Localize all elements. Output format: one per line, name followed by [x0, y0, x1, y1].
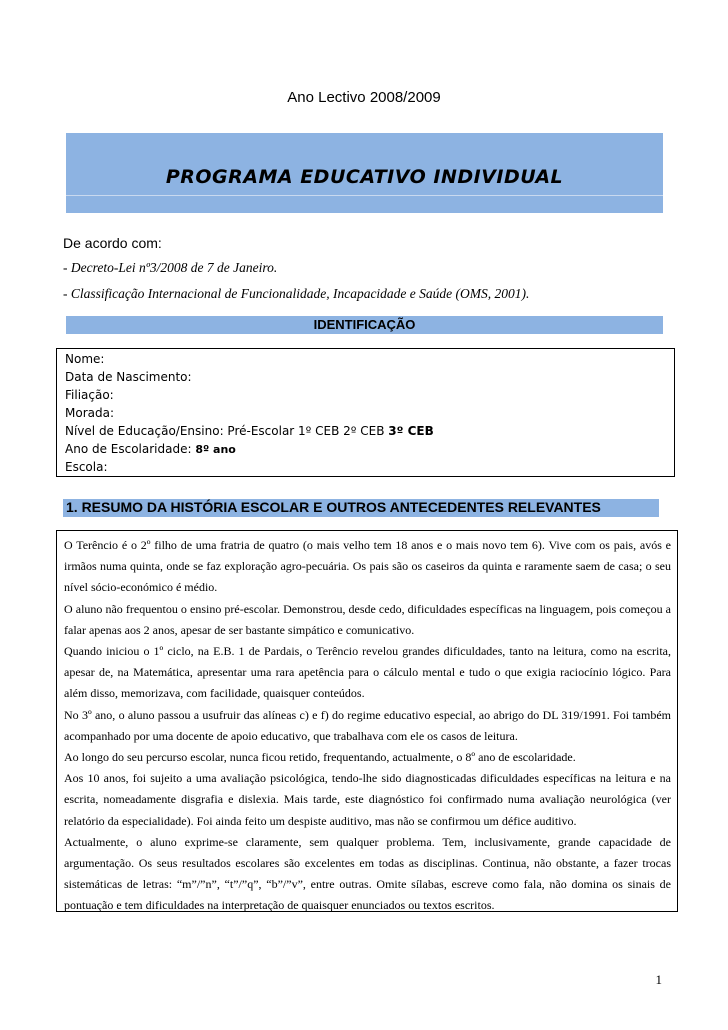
section-1-heading: 1. RESUMO DA HISTÓRIA ESCOLAR E OUTROS ANTECEDENTES RELEVANTES	[66, 499, 601, 515]
education-level-label: Nível de Educação/Ensino: Pré-Escolar 1º CEB 2º CEB	[65, 424, 385, 438]
page-number: 1	[655, 972, 662, 987]
identification-band	[66, 316, 663, 334]
history-paragraph: Aos 10 anos, foi sujeito a uma avaliação psicológica, tendo-lhe sido diagnosticadas dificuldades específicas na leitura e na escrita, nomeadamente disgrafia e dislexia. Mais tarde, este diagnóstico foi confirmado numa avaliação neurológica (ver relatório da especialidade). Foi ainda feito um despiste auditivo, mas não se confirmou um défice auditivo.	[64, 771, 671, 828]
history-paragraph: O Terêncio é o 2º filho de uma fratria de quatro (o mais velho tem 18 anos e o mais novo tem 6). Vive com os pais, avós e irmãos numa quinta, onde se faz exploração agro-pecuária. Os pais são os caseiros da quinta e raramente saem de casa; o seu nível sócio-económico é médio.	[64, 538, 671, 595]
identification-heading: IDENTIFICAÇÃO	[313, 317, 416, 332]
history-paragraph: O aluno não frequentou o ensino pré-escolar. Demonstrou, desde cedo, dificuldades específicas na linguagem, pois começou a falar apenas aos 2 anos, apesar de ser bastante simpático e comunicativo.	[64, 601, 671, 637]
name-label: Nome:	[65, 352, 105, 366]
history-paragraph: Ao longo do seu percurso escolar, nunca ficou retido, frequentando, actualmente, o 8º ano de escolaridade.	[64, 750, 576, 765]
school-history-box	[56, 530, 678, 912]
document-title: PROGRAMA EDUCATIVO INDIVIDUAL	[165, 166, 564, 188]
birth-date-label: Data de Nascimento:	[65, 370, 192, 384]
history-paragraph: Actualmente, o aluno exprime-se claramente, sem qualquer problema. Tem, inclusivamente, grande capacidade de argumentação. Os seus resultados escolares são excelentes em todas as disciplinas. Continua, não obstante, a fazer trocas sistemáticas de letras: “m”/”n”, “t”/”q”, “b”/”v”, entre outras. Omite sílabas, escreve como fala, não domina os sinais de pontuação e tem dificuldades na interpretação de quaisquer enunciados ou textos escritos.	[64, 834, 671, 913]
parents-label: Filiação:	[65, 388, 114, 402]
legal-reference: - Classificação Internacional de Funcionalidade, Incapacidade e Saúde (OMS, 2001).	[63, 286, 530, 301]
school-year: Ano Lectivo 2008/2009	[287, 89, 441, 106]
legal-basis-label: De acordo com:	[63, 235, 162, 251]
school-history-text	[64, 535, 671, 917]
history-paragraph: No 3º ano, o aluno passou a usufruir das alíneas c) e f) do regime educativo especial, ao abrigo do DL 319/1991. Foi também acompanhado por uma docente de apoio educativo, que trabalhava com ele os casos de leitura.	[64, 707, 671, 743]
grade-label: Ano de Escolaridade:	[65, 442, 192, 456]
education-level-row	[65, 424, 434, 438]
section-1-band	[63, 499, 659, 517]
history-paragraph: Quando iniciou o 1º ciclo, na E.B. 1 de Pardais, o Terêncio revelou grandes dificuldades, tanto na leitura, como na escrita, apesar de, na Matemática, apresentar uma rara apetência para o cálculo mental e tudo o que exigia raciocínio lógico. Para além disso, memorizava, com facilidade, quaisquer conteúdos.	[64, 644, 671, 701]
identification-box	[56, 348, 675, 477]
school-label: Escola:	[65, 460, 108, 474]
grade-row	[65, 442, 236, 456]
grade-value: 8º ano	[195, 443, 236, 456]
title-band	[66, 133, 663, 213]
education-level-value: 3º CEB	[388, 424, 434, 438]
address-label: Morada:	[65, 406, 114, 420]
legal-reference: - Decreto-Lei nº3/2008 de 7 de Janeiro.	[63, 260, 278, 275]
